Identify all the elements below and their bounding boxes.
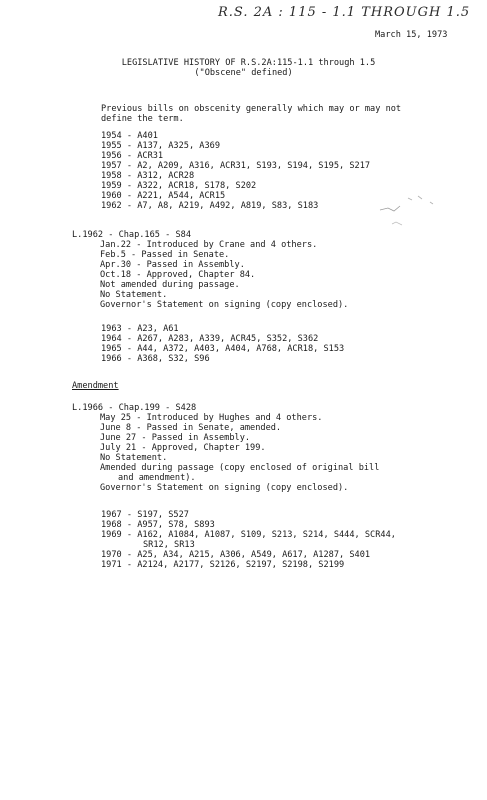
bill-year-line: 1958 - A312, ACR28 — [101, 171, 195, 181]
bill-year-line: 1970 - A25, A34, A215, A306, A549, A617, A1287, S401 — [101, 550, 371, 560]
law-history-line: Not amended during passage. — [100, 280, 240, 290]
bill-year-line: 1969 - A162, A1084, A1087, S109, S213, S214, S444, SCR44, — [101, 530, 396, 540]
bill-year-line: 1957 - A2, A209, A316, ACR31, S193, S194, S195, S217 — [101, 161, 371, 171]
law-history-line: Amended during passage (copy enclosed of original bill — [100, 463, 380, 473]
law-history-line: No Statement. — [100, 453, 168, 463]
bill-year-line: 1964 - A267, A283, A339, ACR45, S352, S362 — [101, 334, 319, 344]
law-history-line: and amendment). — [118, 473, 196, 483]
bill-year-line: 1965 - A44, A372, A403, A404, A768, ACR18, S153 — [101, 344, 345, 354]
amendment-heading: Amendment — [72, 381, 119, 391]
law-heading: L.1962 - Chap.165 - S84 — [72, 230, 191, 240]
bill-year-line: 1966 - A368, S32, S96 — [101, 354, 210, 364]
title-line-2: ("Obscene" defined) — [194, 68, 293, 78]
bill-year-line: 1962 - A7, A8, A219, A492, A819, S83, S183 — [101, 201, 319, 211]
law-history-line: Oct.18 - Approved, Chapter 84. — [100, 270, 256, 280]
bill-year-line: 1959 - A322, ACR18, S178, S202 — [101, 181, 257, 191]
title-line-1: LEGISLATIVE HISTORY OF R.S.2A:115-1.1 through 1.5 — [121, 58, 376, 68]
law-history-line: June 8 - Passed in Senate, amended. — [100, 423, 282, 433]
bill-year-line: 1971 - A2124, A2177, S2126, S2197, S2198, S2199 — [101, 560, 345, 570]
law-history-line: Governor's Statement on signing (copy enclosed). — [100, 483, 349, 493]
law-history-line: May 25 - Introduced by Hughes and 4 others. — [100, 413, 323, 423]
bill-list-1963-1966 — [101, 324, 344, 364]
handwritten-note: R.S. 2A : 115 - 1.1 THROUGH 1.5 — [218, 5, 471, 20]
law-history-line: July 21 - Approved, Chapter 199. — [100, 443, 266, 453]
intro-paragraph — [101, 104, 401, 124]
law-history-line: Feb.5 - Passed in Senate. — [100, 250, 230, 260]
law-history-line: June 27 - Passed in Assembly. — [100, 433, 251, 443]
bill-year-line: 1968 - A957, S78, S893 — [101, 520, 215, 530]
law-history-line: Jan.22 - Introduced by Crane and 4 others. — [100, 240, 318, 250]
scribble-mark — [378, 188, 438, 228]
bill-year-line: 1955 - A137, A325, A369 — [101, 141, 220, 151]
law-history-line: Apr.30 - Passed in Assembly. — [100, 260, 245, 270]
law-history-line: No Statement. — [100, 290, 168, 300]
law-heading: L.1966 - Chap.199 - S428 — [72, 403, 197, 413]
bill-year-continuation: SR12, SR13 — [143, 540, 195, 550]
bill-list-1967-1971 — [101, 510, 396, 570]
bill-year-line: 1954 - A401 — [101, 131, 158, 141]
bill-list-1954-1962 — [101, 131, 370, 211]
law-history-line: Governor's Statement on signing (copy enclosed). — [100, 300, 349, 310]
bill-year-line: 1963 - A23, A61 — [101, 324, 179, 334]
bill-year-line: 1956 - ACR31 — [101, 151, 164, 161]
document-title — [0, 58, 487, 78]
law-1966-entry — [72, 403, 379, 493]
bill-year-line: 1960 - A221, A544, ACR15 — [101, 191, 226, 201]
document-date: March 15, 1973 — [375, 30, 448, 40]
intro-line-2: define the term. — [101, 114, 184, 124]
law-1962-entry — [72, 230, 348, 310]
bill-year-line: 1967 - S197, S527 — [101, 510, 189, 520]
intro-line-1: Previous bills on obscenity generally which may or may not — [101, 104, 402, 114]
